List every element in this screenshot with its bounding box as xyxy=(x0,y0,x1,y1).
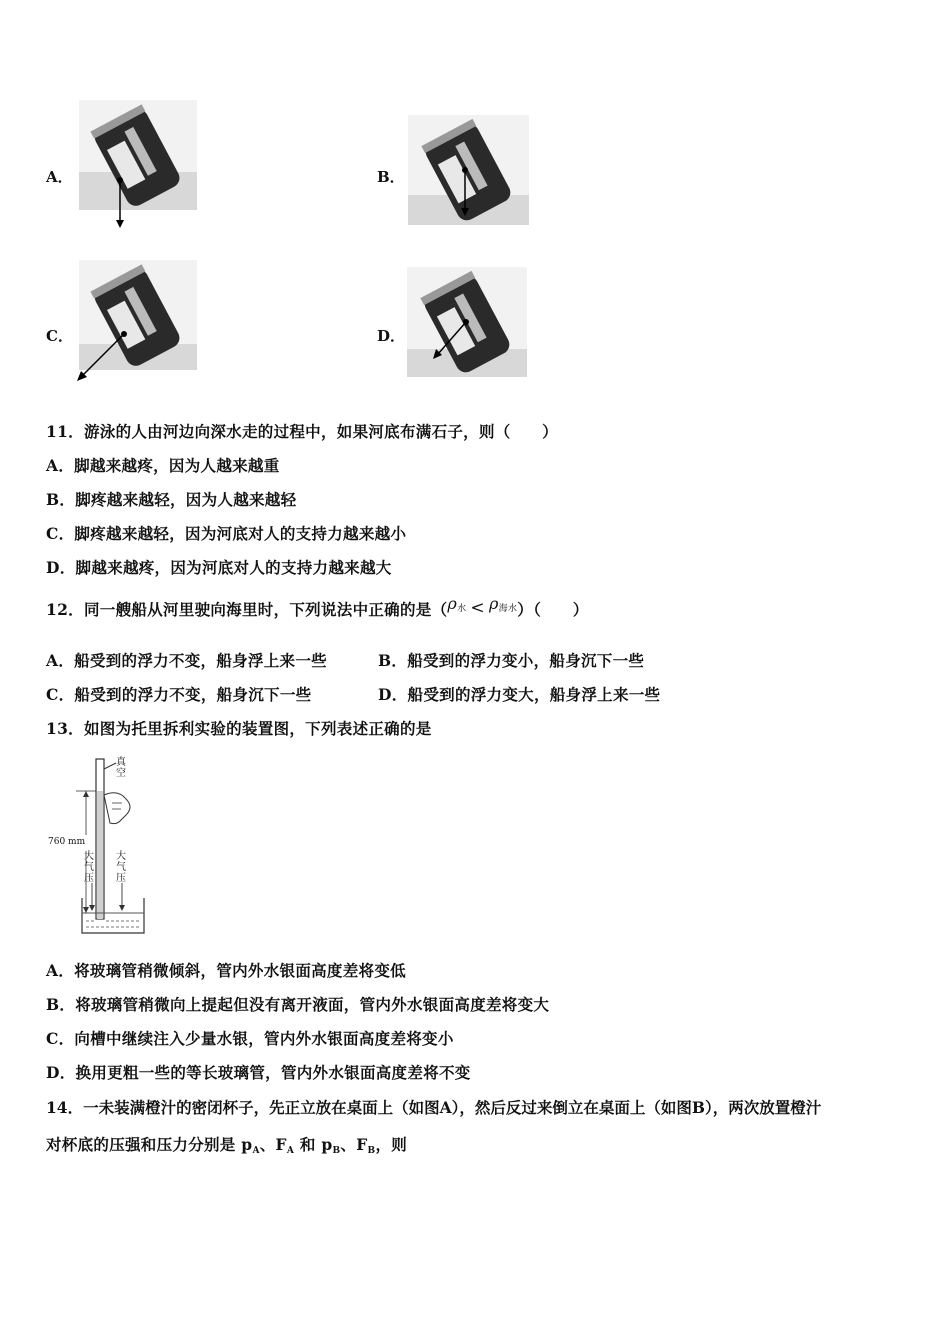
option-label-b: B． xyxy=(377,168,405,186)
q12-option-b: B．船受到的浮力变小，船身沉下一些 xyxy=(378,651,645,670)
pressure-label-left: 大气压 xyxy=(84,851,94,884)
option-label-c: C． xyxy=(46,327,73,345)
q12-option-c: C．船受到的浮力不变，船身沉下一些 xyxy=(46,685,312,704)
q13-option-a: A．将玻璃管稍微倾斜，管内外水银面高度差将变低 xyxy=(46,961,406,980)
q14-text-sep1: 、F xyxy=(259,1135,287,1154)
q14-text-prefix: 对杯底的压强和压力分别是 p xyxy=(46,1135,253,1154)
height-label: 760 mm xyxy=(48,837,86,847)
q14-text-end: ，则 xyxy=(375,1135,408,1154)
q13-stem: 13．如图为托里拆利实验的装置图，下列表述正确的是 xyxy=(46,719,432,738)
q14-sub-fb: B xyxy=(367,1146,376,1156)
q11-option-b: B．脚疼越来越轻，因为人越来越轻 xyxy=(46,490,297,509)
torricelli-figure xyxy=(46,755,156,940)
q14-text-sep2: 、F xyxy=(340,1135,368,1154)
force-arrow-a-icon xyxy=(110,176,130,230)
q14-sub-fa: A xyxy=(286,1146,295,1156)
q14-sub-pb: B xyxy=(332,1146,341,1156)
q13-option-d: D．换用更粗一些的等长玻璃管，管内外水银面高度差将不变 xyxy=(46,1063,471,1082)
q12-option-d: D．船受到的浮力变大，船身浮上来一些 xyxy=(378,685,661,704)
q14-text-mid: 和 p xyxy=(294,1135,333,1154)
rho-symbol-1: ρ xyxy=(447,594,458,613)
rho-symbol-2: ρ xyxy=(488,594,499,613)
q14-sub-pa: A xyxy=(252,1146,260,1156)
q11-option-d: D．脚越来越疼，因为河底对人的支持力越来越大 xyxy=(46,558,392,577)
vacuum-label: 真空 xyxy=(116,757,126,779)
force-arrow-c-icon xyxy=(72,330,132,384)
q14-stem-line2 xyxy=(46,1133,407,1155)
q12-stem-prefix: 12．同一艘船从河里驶向海里时，下列说法中正确的是（ xyxy=(46,600,448,619)
q13-option-b: B．将玻璃管稍微向上提起但没有离开液面，管内外水银面高度差将变大 xyxy=(46,995,550,1014)
rho-sub-seawater: 海水 xyxy=(498,604,518,614)
q11-stem: 11．游泳的人由河边向深水走的过程中，如果河底布满石子，则（ ） xyxy=(46,422,558,441)
q13-option-c: C．向槽中继续注入少量水银，管内外水银面高度差将变小 xyxy=(46,1029,454,1048)
less-than-sign: < xyxy=(470,598,485,618)
force-arrow-b-icon xyxy=(455,166,475,220)
q14-stem-line1: 14．一未装满橙汁的密闭杯子，先正立放在桌面上（如图A），然后反过来倒立在桌面上（如图B），两次放置橙汁 xyxy=(46,1098,822,1117)
q12-stem xyxy=(46,594,589,620)
force-arrow-d-icon xyxy=(428,314,474,364)
q11-option-a: A．脚越来越疼，因为人越来越重 xyxy=(46,456,280,475)
pressure-label-right: 大气压 xyxy=(116,851,126,884)
rho-sub-water: 水 xyxy=(457,604,467,614)
option-label-a: A． xyxy=(46,168,73,186)
can-image-a xyxy=(79,100,197,210)
q11-option-c: C．脚疼越来越轻，因为河底对人的支持力越来越小 xyxy=(46,524,407,543)
q12-option-a: A．船受到的浮力不变，船身浮上来一些 xyxy=(46,651,327,670)
option-label-d: D． xyxy=(377,327,406,345)
q12-stem-suffix: ）（ ） xyxy=(517,600,589,619)
